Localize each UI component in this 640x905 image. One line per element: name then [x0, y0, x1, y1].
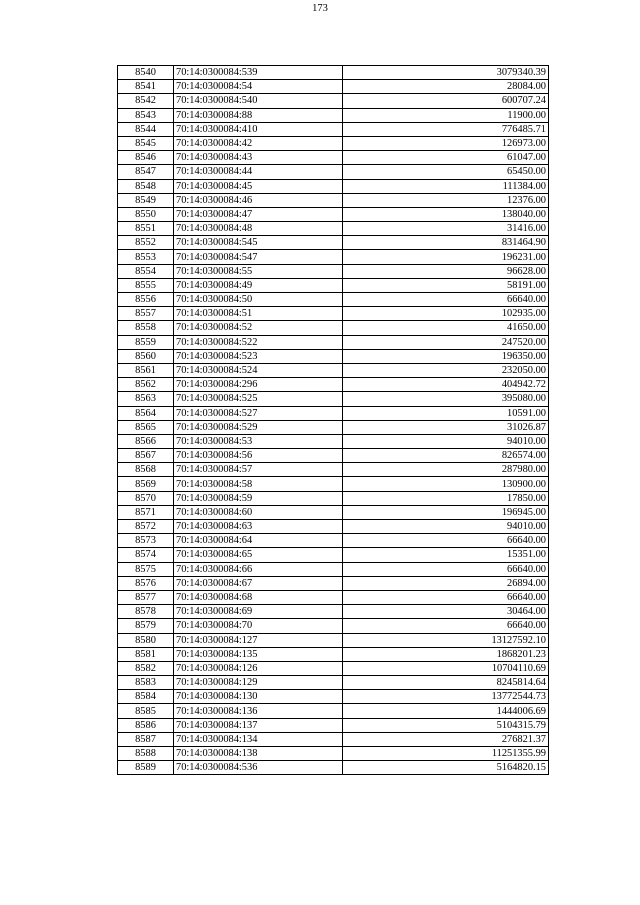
- table-row: [118, 576, 549, 590]
- value-cell: 26894.00: [343, 576, 549, 590]
- row-number-cell: 8568: [118, 463, 174, 477]
- row-number-cell: 8559: [118, 335, 174, 349]
- table-row: [118, 80, 549, 94]
- table-row: [118, 335, 549, 349]
- cadastral-number-cell: 70:14:0300084:136: [174, 704, 343, 718]
- value-cell: 5104315.79: [343, 718, 549, 732]
- table-row: [118, 520, 549, 534]
- row-number-cell: 8549: [118, 193, 174, 207]
- cadastral-number-cell: 70:14:0300084:63: [174, 520, 343, 534]
- table-row: [118, 661, 549, 675]
- table-row: [118, 236, 549, 250]
- cadastral-number-cell: 70:14:0300084:52: [174, 321, 343, 335]
- value-cell: 31416.00: [343, 222, 549, 236]
- row-number-cell: 8564: [118, 406, 174, 420]
- row-number-cell: 8575: [118, 562, 174, 576]
- row-number-cell: 8548: [118, 179, 174, 193]
- value-cell: 776485.71: [343, 122, 549, 136]
- cadastral-number-cell: 70:14:0300084:69: [174, 605, 343, 619]
- table-row: [118, 222, 549, 236]
- cadastral-number-cell: 70:14:0300084:130: [174, 690, 343, 704]
- table-row: [118, 179, 549, 193]
- cadastral-number-cell: 70:14:0300084:65: [174, 548, 343, 562]
- value-cell: 102935.00: [343, 307, 549, 321]
- cadastral-number-cell: 70:14:0300084:545: [174, 236, 343, 250]
- value-cell: 66640.00: [343, 562, 549, 576]
- value-cell: 94010.00: [343, 520, 549, 534]
- table-row: [118, 136, 549, 150]
- cadastral-number-cell: 70:14:0300084:70: [174, 619, 343, 633]
- cadastral-number-cell: 70:14:0300084:137: [174, 718, 343, 732]
- cadastral-number-cell: 70:14:0300084:126: [174, 661, 343, 675]
- row-number-cell: 8540: [118, 66, 174, 80]
- value-cell: 130900.00: [343, 477, 549, 491]
- value-cell: 11900.00: [343, 108, 549, 122]
- table-row: [118, 66, 549, 80]
- row-number-cell: 8544: [118, 122, 174, 136]
- table-row: [118, 420, 549, 434]
- table-row: [118, 108, 549, 122]
- cadastral-number-cell: 70:14:0300084:540: [174, 94, 343, 108]
- cadastral-number-cell: 70:14:0300084:54: [174, 80, 343, 94]
- table-row: [118, 434, 549, 448]
- table-row: [118, 293, 549, 307]
- cadastral-number-cell: 70:14:0300084:129: [174, 676, 343, 690]
- value-cell: 66640.00: [343, 590, 549, 604]
- value-cell: 395080.00: [343, 392, 549, 406]
- row-number-cell: 8587: [118, 732, 174, 746]
- value-cell: 8245814.64: [343, 676, 549, 690]
- cadastral-number-cell: 70:14:0300084:66: [174, 562, 343, 576]
- value-cell: 196945.00: [343, 505, 549, 519]
- row-number-cell: 8545: [118, 136, 174, 150]
- row-number-cell: 8581: [118, 647, 174, 661]
- row-number-cell: 8583: [118, 676, 174, 690]
- cadastral-number-cell: 70:14:0300084:134: [174, 732, 343, 746]
- value-cell: 10704110.69: [343, 661, 549, 675]
- table-row: [118, 562, 549, 576]
- value-cell: 196231.00: [343, 250, 549, 264]
- table-row: [118, 321, 549, 335]
- value-cell: 13772544.73: [343, 690, 549, 704]
- value-cell: 17850.00: [343, 491, 549, 505]
- table-row: [118, 378, 549, 392]
- table-row: [118, 278, 549, 292]
- cadastral-number-cell: 70:14:0300084:43: [174, 151, 343, 165]
- value-cell: 831464.90: [343, 236, 549, 250]
- row-number-cell: 8576: [118, 576, 174, 590]
- row-number-cell: 8560: [118, 349, 174, 363]
- cadastral-number-cell: 70:14:0300084:410: [174, 122, 343, 136]
- cadastral-number-cell: 70:14:0300084:529: [174, 420, 343, 434]
- cadastral-number-cell: 70:14:0300084:51: [174, 307, 343, 321]
- cadastral-number-cell: 70:14:0300084:56: [174, 449, 343, 463]
- table-row: [118, 718, 549, 732]
- value-cell: 58191.00: [343, 278, 549, 292]
- cadastral-number-cell: 70:14:0300084:547: [174, 250, 343, 264]
- value-cell: 5164820.15: [343, 761, 549, 775]
- table-row: [118, 207, 549, 221]
- row-number-cell: 8553: [118, 250, 174, 264]
- row-number-cell: 8580: [118, 633, 174, 647]
- table-row: [118, 264, 549, 278]
- row-number-cell: 8574: [118, 548, 174, 562]
- cadastral-number-cell: 70:14:0300084:536: [174, 761, 343, 775]
- table-row: [118, 94, 549, 108]
- value-cell: 826574.00: [343, 449, 549, 463]
- table-row: [118, 619, 549, 633]
- value-cell: 138040.00: [343, 207, 549, 221]
- row-number-cell: 8588: [118, 747, 174, 761]
- table-row: [118, 761, 549, 775]
- cadastral-number-cell: 70:14:0300084:58: [174, 477, 343, 491]
- cadastral-number-cell: 70:14:0300084:59: [174, 491, 343, 505]
- row-number-cell: 8555: [118, 278, 174, 292]
- value-cell: 1868201.23: [343, 647, 549, 661]
- table-row: [118, 548, 549, 562]
- row-number-cell: 8584: [118, 690, 174, 704]
- row-number-cell: 8571: [118, 505, 174, 519]
- value-cell: 600707.24: [343, 94, 549, 108]
- cadastral-number-cell: 70:14:0300084:55: [174, 264, 343, 278]
- row-number-cell: 8572: [118, 520, 174, 534]
- cadastral-number-cell: 70:14:0300084:49: [174, 278, 343, 292]
- value-cell: 3079340.39: [343, 66, 549, 80]
- row-number-cell: 8562: [118, 378, 174, 392]
- cadastral-number-cell: 70:14:0300084:539: [174, 66, 343, 80]
- cadastral-number-cell: 70:14:0300084:135: [174, 647, 343, 661]
- value-cell: 61047.00: [343, 151, 549, 165]
- value-cell: 111384.00: [343, 179, 549, 193]
- row-number-cell: 8585: [118, 704, 174, 718]
- row-number-cell: 8586: [118, 718, 174, 732]
- value-cell: 65450.00: [343, 165, 549, 179]
- cadastral-number-cell: 70:14:0300084:53: [174, 434, 343, 448]
- table-row: [118, 463, 549, 477]
- cadastral-number-cell: 70:14:0300084:57: [174, 463, 343, 477]
- row-number-cell: 8542: [118, 94, 174, 108]
- row-number-cell: 8567: [118, 449, 174, 463]
- table-row: [118, 647, 549, 661]
- cadastral-number-cell: 70:14:0300084:527: [174, 406, 343, 420]
- cadastral-number-cell: 70:14:0300084:524: [174, 363, 343, 377]
- row-number-cell: 8552: [118, 236, 174, 250]
- table-row: [118, 605, 549, 619]
- cadastral-number-cell: 70:14:0300084:296: [174, 378, 343, 392]
- value-cell: 276821.37: [343, 732, 549, 746]
- table-row: [118, 165, 549, 179]
- value-cell: 247520.00: [343, 335, 549, 349]
- row-number-cell: 8557: [118, 307, 174, 321]
- value-cell: 66640.00: [343, 293, 549, 307]
- cadastral-number-cell: 70:14:0300084:46: [174, 193, 343, 207]
- table-row: [118, 590, 549, 604]
- table-row: [118, 633, 549, 647]
- row-number-cell: 8546: [118, 151, 174, 165]
- row-number-cell: 8541: [118, 80, 174, 94]
- table-row: [118, 406, 549, 420]
- cadastral-number-cell: 70:14:0300084:50: [174, 293, 343, 307]
- table-row: [118, 676, 549, 690]
- value-cell: 1444006.69: [343, 704, 549, 718]
- cadastral-number-cell: 70:14:0300084:45: [174, 179, 343, 193]
- row-number-cell: 8565: [118, 420, 174, 434]
- cadastral-number-cell: 70:14:0300084:523: [174, 349, 343, 363]
- value-cell: 30464.00: [343, 605, 549, 619]
- table-row: [118, 392, 549, 406]
- value-cell: 66640.00: [343, 619, 549, 633]
- row-number-cell: 8566: [118, 434, 174, 448]
- cadastral-number-cell: 70:14:0300084:47: [174, 207, 343, 221]
- table-row: [118, 505, 549, 519]
- row-number-cell: 8556: [118, 293, 174, 307]
- table-row: [118, 250, 549, 264]
- row-number-cell: 8554: [118, 264, 174, 278]
- cadastral-number-cell: 70:14:0300084:88: [174, 108, 343, 122]
- cadastral-number-cell: 70:14:0300084:68: [174, 590, 343, 604]
- value-cell: 96628.00: [343, 264, 549, 278]
- table-row: [118, 732, 549, 746]
- table-body: [118, 66, 549, 775]
- row-number-cell: 8551: [118, 222, 174, 236]
- table-row: [118, 477, 549, 491]
- table-row: [118, 747, 549, 761]
- table-row: [118, 534, 549, 548]
- cadastral-number-cell: 70:14:0300084:48: [174, 222, 343, 236]
- row-number-cell: 8573: [118, 534, 174, 548]
- table-row: [118, 449, 549, 463]
- table-row: [118, 122, 549, 136]
- table-row: [118, 491, 549, 505]
- value-cell: 404942.72: [343, 378, 549, 392]
- value-cell: 31026.87: [343, 420, 549, 434]
- row-number-cell: 8563: [118, 392, 174, 406]
- value-cell: 13127592.10: [343, 633, 549, 647]
- row-number-cell: 8577: [118, 590, 174, 604]
- table-row: [118, 363, 549, 377]
- cadastral-number-cell: 70:14:0300084:127: [174, 633, 343, 647]
- row-number-cell: 8570: [118, 491, 174, 505]
- row-number-cell: 8547: [118, 165, 174, 179]
- row-number-cell: 8569: [118, 477, 174, 491]
- cadastral-number-cell: 70:14:0300084:42: [174, 136, 343, 150]
- cadastral-number-cell: 70:14:0300084:67: [174, 576, 343, 590]
- table-row: [118, 349, 549, 363]
- cadastral-number-cell: 70:14:0300084:60: [174, 505, 343, 519]
- cadastral-number-cell: 70:14:0300084:64: [174, 534, 343, 548]
- data-table: [117, 65, 549, 775]
- table-row: [118, 307, 549, 321]
- value-cell: 287980.00: [343, 463, 549, 477]
- value-cell: 232050.00: [343, 363, 549, 377]
- cadastral-number-cell: 70:14:0300084:522: [174, 335, 343, 349]
- page-number: 173: [312, 3, 328, 14]
- row-number-cell: 8579: [118, 619, 174, 633]
- row-number-cell: 8561: [118, 363, 174, 377]
- row-number-cell: 8543: [118, 108, 174, 122]
- value-cell: 126973.00: [343, 136, 549, 150]
- cadastral-number-cell: 70:14:0300084:44: [174, 165, 343, 179]
- row-number-cell: 8589: [118, 761, 174, 775]
- table-row: [118, 690, 549, 704]
- row-number-cell: 8582: [118, 661, 174, 675]
- value-cell: 10591.00: [343, 406, 549, 420]
- table-row: [118, 704, 549, 718]
- value-cell: 11251355.99: [343, 747, 549, 761]
- value-cell: 94010.00: [343, 434, 549, 448]
- row-number-cell: 8558: [118, 321, 174, 335]
- row-number-cell: 8578: [118, 605, 174, 619]
- value-cell: 12376.00: [343, 193, 549, 207]
- value-cell: 196350.00: [343, 349, 549, 363]
- table-row: [118, 193, 549, 207]
- row-number-cell: 8550: [118, 207, 174, 221]
- value-cell: 15351.00: [343, 548, 549, 562]
- cadastral-number-cell: 70:14:0300084:138: [174, 747, 343, 761]
- value-cell: 41650.00: [343, 321, 549, 335]
- table-row: [118, 151, 549, 165]
- value-cell: 28084.00: [343, 80, 549, 94]
- value-cell: 66640.00: [343, 534, 549, 548]
- cadastral-number-cell: 70:14:0300084:525: [174, 392, 343, 406]
